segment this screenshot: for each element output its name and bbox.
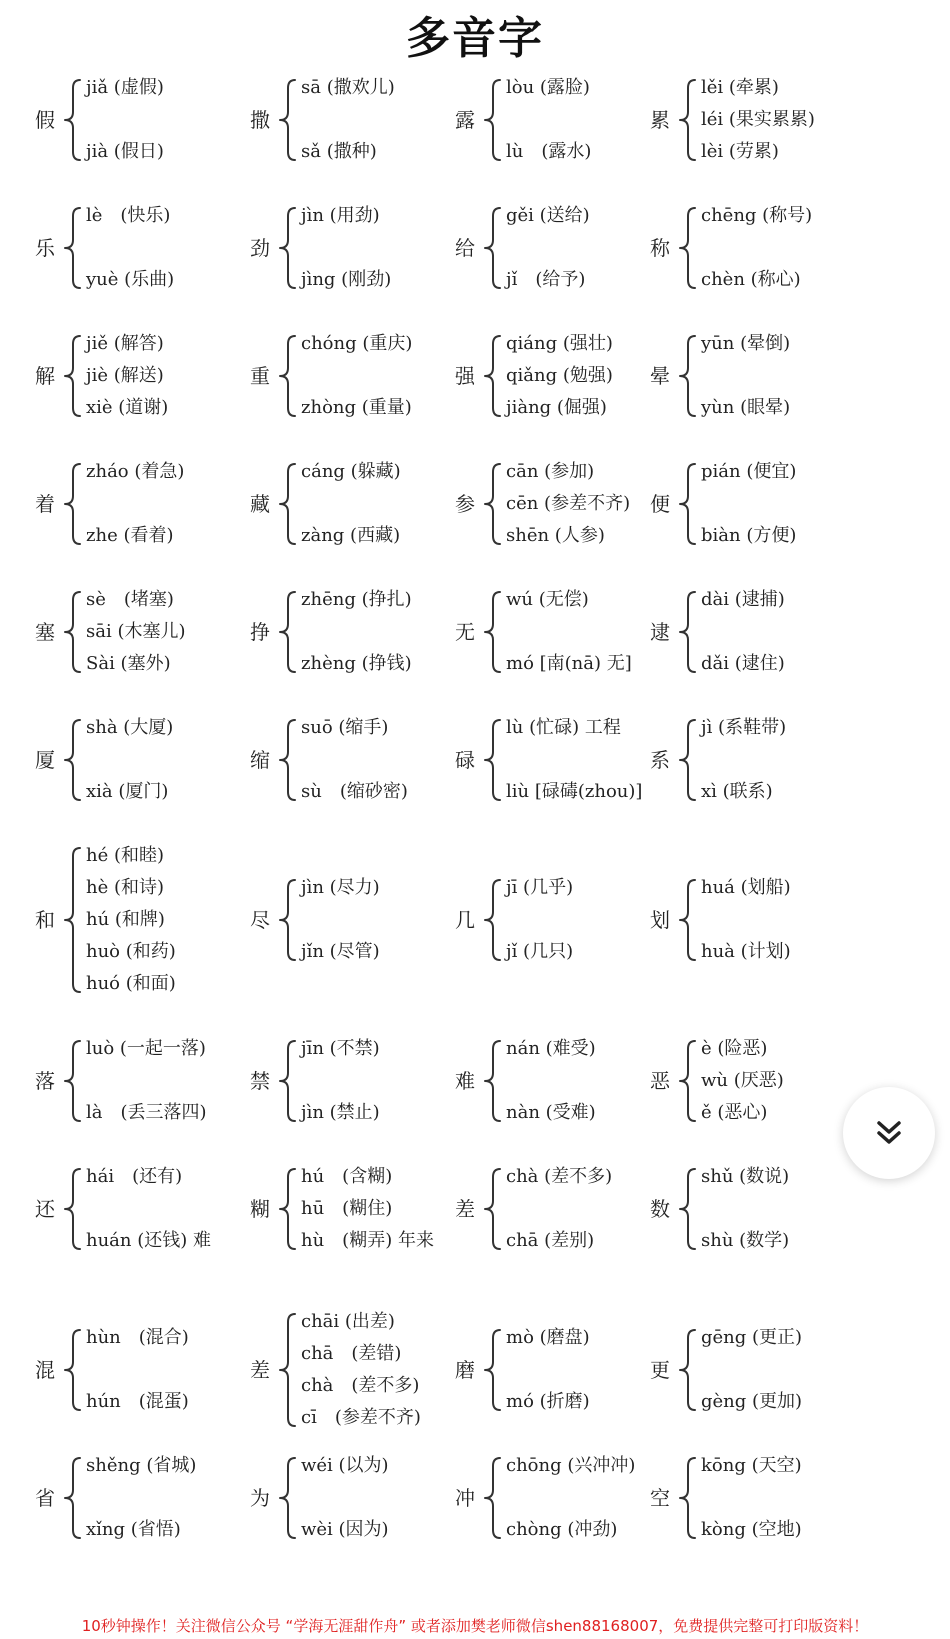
pinyin-reading: chòng (冲劲)	[506, 1519, 618, 1540]
polyphone-entry	[450, 202, 655, 294]
pinyin-reading: luò (一起一落)	[86, 1038, 206, 1059]
pinyin-reading: mó (折磨)	[506, 1391, 590, 1412]
brace-icon	[482, 458, 504, 550]
polyphone-entry	[245, 1308, 450, 1432]
polyphone-entry	[450, 1163, 655, 1255]
brace-icon	[277, 202, 299, 294]
polyphone-character: 落	[35, 1069, 55, 1093]
pinyin-reading: jī (几乎)	[506, 877, 574, 898]
brace-icon	[482, 74, 504, 166]
pinyin-reading: hú (含糊)	[301, 1166, 393, 1187]
polyphone-entry	[645, 458, 835, 550]
pinyin-reading: lù (忙碌) 工程	[506, 717, 621, 738]
brace-icon	[277, 74, 299, 166]
polyphone-entry	[30, 842, 235, 998]
pinyin-reading: jiàng (倔强)	[506, 397, 607, 418]
brace-icon	[277, 330, 299, 422]
brace-icon	[482, 714, 504, 806]
polyphone-entry	[450, 1452, 655, 1544]
polyphone-character: 便	[650, 492, 670, 516]
pinyin-reading: zháo (着急)	[86, 461, 185, 482]
pinyin-reading: zàng (西藏)	[301, 525, 401, 546]
pinyin-reading: lòu (露脸)	[506, 77, 590, 98]
brace-icon	[62, 586, 84, 678]
pinyin-reading: nàn (受难)	[506, 1102, 596, 1123]
polyphone-character: 着	[35, 492, 55, 516]
pinyin-reading: gèng (更加)	[701, 1391, 803, 1412]
pinyin-reading: hū (糊住)	[301, 1198, 393, 1219]
polyphone-entry	[30, 330, 235, 422]
pinyin-reading: mò (磨盘)	[506, 1327, 590, 1348]
polyphone-character: 塞	[35, 620, 55, 644]
polyphone-character: 给	[455, 236, 475, 260]
polyphone-character: 几	[455, 908, 475, 932]
pinyin-reading: wéi (以为)	[301, 1455, 389, 1476]
pinyin-reading: dài (逮捕)	[701, 589, 785, 610]
pinyin-reading: mó [南(nā) 无]	[506, 653, 632, 674]
polyphone-entry	[30, 74, 235, 166]
polyphone-entry	[450, 330, 655, 422]
pinyin-reading: zhèng (挣钱)	[301, 653, 412, 674]
polyphone-entry	[645, 74, 835, 166]
polyphone-character: 露	[455, 108, 475, 132]
pinyin-reading: yùn (眼晕)	[701, 397, 791, 418]
polyphone-entry	[450, 586, 655, 678]
pinyin-reading: hái (还有)	[86, 1166, 183, 1187]
brace-icon	[62, 714, 84, 806]
brace-icon	[62, 1035, 84, 1127]
pinyin-reading: wù (厌恶)	[701, 1070, 784, 1091]
polyphone-character: 省	[35, 1486, 55, 1510]
polyphone-entry	[30, 1452, 235, 1544]
pinyin-reading: jìn (用劲)	[301, 205, 380, 226]
pinyin-reading: cēn (参差不齐)	[506, 493, 631, 514]
pinyin-reading: liù [碌碡(zhou)]	[506, 781, 643, 802]
pinyin-reading: xiè (道谢)	[86, 397, 169, 418]
polyphone-entry	[645, 1035, 835, 1127]
pinyin-reading: chā (差错)	[301, 1343, 402, 1364]
polyphone-entry	[30, 1324, 235, 1416]
polyphone-entry	[245, 1035, 450, 1127]
pinyin-reading: zhòng (重量)	[301, 397, 412, 418]
brace-icon	[677, 1324, 699, 1416]
polyphone-entry	[450, 74, 655, 166]
brace-icon	[62, 1324, 84, 1416]
pinyin-reading: chà (差不多)	[506, 1166, 613, 1187]
polyphone-entry	[30, 1035, 235, 1127]
brace-icon	[277, 1308, 299, 1432]
pinyin-reading: wú (无偿)	[506, 589, 589, 610]
polyphone-entry	[645, 586, 835, 678]
polyphone-character: 数	[650, 1197, 670, 1221]
pinyin-reading: sè (堵塞)	[86, 589, 174, 610]
polyphone-character: 和	[35, 908, 55, 932]
pinyin-reading: jì (系鞋带)	[701, 717, 787, 738]
polyphone-entry	[450, 714, 655, 806]
polyphone-entry	[645, 1163, 835, 1255]
polyphone-entry	[245, 714, 450, 806]
scroll-down-button[interactable]	[843, 1087, 935, 1179]
brace-icon	[482, 586, 504, 678]
polyphone-character: 尽	[250, 908, 270, 932]
polyphone-character: 累	[650, 108, 670, 132]
polyphone-character: 挣	[250, 620, 270, 644]
polyphone-character: 缩	[250, 748, 270, 772]
polyphone-entry	[645, 1452, 835, 1544]
polyphone-entry	[245, 74, 450, 166]
polyphone-character: 为	[250, 1486, 270, 1510]
polyphone-character: 恶	[650, 1069, 670, 1093]
polyphone-entry	[30, 1163, 235, 1255]
pinyin-reading: shěng (省城)	[86, 1455, 197, 1476]
polyphone-entry	[645, 714, 835, 806]
brace-icon	[677, 1035, 699, 1127]
polyphone-character: 混	[35, 1358, 55, 1382]
brace-icon	[62, 202, 84, 294]
pinyin-reading: xǐng (省悟)	[86, 1519, 181, 1540]
polyphone-character: 乐	[35, 236, 55, 260]
brace-icon	[62, 1452, 84, 1544]
brace-icon	[277, 586, 299, 678]
pinyin-reading: huò (和药)	[86, 941, 176, 962]
pinyin-reading: jǐ (给予)	[506, 269, 586, 290]
polyphone-character: 强	[455, 364, 475, 388]
pinyin-reading: huà (计划)	[701, 941, 791, 962]
pinyin-reading: dǎi (逮住)	[701, 653, 785, 674]
pinyin-reading: shǔ (数说)	[701, 1166, 790, 1187]
pinyin-reading: chà (差不多)	[301, 1375, 420, 1396]
pinyin-reading: cī (参差不齐)	[301, 1407, 421, 1428]
brace-icon	[62, 330, 84, 422]
polyphone-character: 重	[250, 364, 270, 388]
brace-icon	[62, 842, 84, 998]
polyphone-entry	[245, 586, 450, 678]
brace-icon	[277, 458, 299, 550]
polyphone-entry	[245, 874, 450, 966]
polyphone-character: 难	[455, 1069, 475, 1093]
polyphone-character: 撒	[250, 108, 270, 132]
polyphone-entry	[30, 714, 235, 806]
polyphone-entry	[245, 458, 450, 550]
pinyin-reading: huó (和面)	[86, 973, 176, 994]
pinyin-reading: sāi (木塞儿)	[86, 621, 186, 642]
polyphone-character: 糊	[250, 1197, 270, 1221]
brace-icon	[482, 874, 504, 966]
brace-icon	[677, 74, 699, 166]
brace-icon	[677, 714, 699, 806]
brace-icon	[677, 202, 699, 294]
pinyin-reading: kòng (空地)	[701, 1519, 802, 1540]
page-title: 多音字	[406, 13, 544, 64]
polyphone-entry	[245, 330, 450, 422]
polyphone-character: 磨	[455, 1358, 475, 1382]
pinyin-reading: jīn (不禁)	[301, 1038, 380, 1059]
pinyin-reading: léi (果实累累)	[701, 109, 815, 130]
pinyin-reading: chōng (兴冲冲)	[506, 1455, 636, 1476]
brace-icon	[482, 1452, 504, 1544]
polyphone-entry	[245, 1163, 450, 1255]
polyphone-entry	[30, 458, 235, 550]
polyphone-entry	[450, 458, 655, 550]
brace-icon	[277, 1035, 299, 1127]
pinyin-reading: jiě (解答)	[86, 333, 164, 354]
pinyin-reading: chóng (重庆)	[301, 333, 413, 354]
pinyin-reading: shà (大厦)	[86, 717, 174, 738]
polyphone-character: 晕	[650, 364, 670, 388]
pinyin-reading: hè (和诗)	[86, 877, 165, 898]
pinyin-reading: huá (划船)	[701, 877, 791, 898]
polyphone-character: 称	[650, 236, 670, 260]
pinyin-reading: jìn (尽力)	[301, 877, 380, 898]
chevrons-down-icon	[872, 1116, 906, 1150]
polyphone-character: 碌	[455, 748, 475, 772]
polyphone-character: 禁	[250, 1069, 270, 1093]
brace-icon	[677, 1163, 699, 1255]
polyphone-character: 藏	[250, 492, 270, 516]
pinyin-reading: lè (快乐)	[86, 205, 171, 226]
pinyin-reading: sā (撒欢儿)	[301, 77, 395, 98]
polyphone-character: 划	[650, 908, 670, 932]
pinyin-reading: qiǎng (勉强)	[506, 365, 613, 386]
brace-icon	[482, 1163, 504, 1255]
brace-icon	[677, 330, 699, 422]
polyphone-character: 厦	[35, 748, 55, 772]
brace-icon	[277, 1452, 299, 1544]
brace-icon	[482, 1035, 504, 1127]
polyphone-entry	[450, 874, 655, 966]
pinyin-reading: yuè (乐曲)	[86, 269, 175, 290]
polyphone-character: 冲	[455, 1486, 475, 1510]
pinyin-reading: chā (差别)	[506, 1230, 595, 1251]
pinyin-reading: kōng (天空)	[701, 1455, 802, 1476]
polyphone-character: 更	[650, 1358, 670, 1382]
pinyin-reading: biàn (方便)	[701, 525, 797, 546]
pinyin-reading: hé (和睦)	[86, 845, 165, 866]
polyphone-entry	[30, 586, 235, 678]
pinyin-reading: ě (恶心)	[701, 1102, 768, 1123]
brace-icon	[482, 330, 504, 422]
polyphone-character: 劲	[250, 236, 270, 260]
pinyin-reading: jiǎ (虚假)	[86, 77, 164, 98]
footer-notice: 10秒钟操作！关注微信公众号 “学海无涯甜作舟” 或者添加樊老师微信shen88168007，免费提供完整可打印版资料！	[81, 1617, 869, 1635]
pinyin-reading: xì (联系)	[701, 781, 773, 802]
brace-icon	[677, 1452, 699, 1544]
pinyin-reading: lèi (劳累)	[701, 141, 779, 162]
polyphone-entry	[450, 1035, 655, 1127]
polyphone-entry	[645, 1324, 835, 1416]
brace-icon	[62, 74, 84, 166]
brace-icon	[677, 458, 699, 550]
pinyin-reading: yūn (晕倒)	[701, 333, 791, 354]
pinyin-reading: hún (混蛋)	[86, 1391, 189, 1412]
brace-icon	[277, 714, 299, 806]
pinyin-reading: jiè (解送)	[86, 365, 164, 386]
pinyin-reading: shēn (人参)	[506, 525, 605, 546]
pinyin-reading: huán (还钱) 难	[86, 1230, 211, 1251]
polyphone-entry	[245, 1452, 450, 1544]
brace-icon	[62, 1163, 84, 1255]
brace-icon	[482, 202, 504, 294]
pinyin-reading: cān (参加)	[506, 461, 595, 482]
pinyin-reading: lù (露水)	[506, 141, 592, 162]
polyphone-character: 解	[35, 364, 55, 388]
pinyin-reading: hú (和牌)	[86, 909, 165, 930]
pinyin-reading: wèi (因为)	[301, 1519, 389, 1540]
polyphone-character: 差	[455, 1197, 475, 1221]
pinyin-reading: qiáng (强壮)	[506, 333, 613, 354]
brace-icon	[277, 1163, 299, 1255]
pinyin-reading: sǎ (撒种)	[301, 141, 377, 162]
polyphone-entry	[645, 202, 835, 294]
polyphone-entry	[30, 202, 235, 294]
pinyin-reading: è (险恶)	[701, 1038, 768, 1059]
polyphone-character: 空	[650, 1486, 670, 1510]
polyphone-entry	[245, 202, 450, 294]
pinyin-reading: xià (厦门)	[86, 781, 169, 802]
pinyin-reading: cáng (躲藏)	[301, 461, 401, 482]
brace-icon	[62, 458, 84, 550]
pinyin-reading: chēng (称号)	[701, 205, 813, 226]
pinyin-reading: chèn (称心)	[701, 269, 801, 290]
polyphone-character: 还	[35, 1197, 55, 1221]
pinyin-reading: shù (数学)	[701, 1230, 790, 1251]
polyphone-character: 逮	[650, 620, 670, 644]
brace-icon	[482, 1324, 504, 1416]
polyphone-character: 假	[35, 108, 55, 132]
polyphone-character: 系	[650, 748, 670, 772]
pinyin-reading: gēng (更正)	[701, 1327, 803, 1348]
pinyin-reading: pián (便宜)	[701, 461, 797, 482]
pinyin-reading: jìng (刚劲)	[301, 269, 392, 290]
polyphone-character: 差	[250, 1358, 270, 1382]
pinyin-reading: jǐn (尽管)	[301, 941, 380, 962]
pinyin-reading: lěi (牵累)	[701, 77, 779, 98]
pinyin-reading: Sài (塞外)	[86, 653, 171, 674]
pinyin-reading: jià (假日)	[86, 141, 164, 162]
pinyin-reading: là (丢三落四)	[86, 1102, 207, 1123]
pinyin-reading: gěi (送给)	[506, 205, 590, 226]
polyphone-entry	[645, 330, 835, 422]
pinyin-reading: jǐ (几只)	[506, 941, 574, 962]
pinyin-reading: zhēng (挣扎)	[301, 589, 412, 610]
polyphone-character: 无	[455, 620, 475, 644]
pinyin-reading: nán (难受)	[506, 1038, 596, 1059]
pinyin-reading: hùn (混合)	[86, 1327, 189, 1348]
pinyin-reading: chāi (出差)	[301, 1311, 395, 1332]
pinyin-reading: jìn (禁止)	[301, 1102, 380, 1123]
polyphone-entry	[645, 874, 835, 966]
brace-icon	[677, 586, 699, 678]
pinyin-reading: hù (糊弄) 年来	[301, 1230, 434, 1251]
polyphone-character: 参	[455, 492, 475, 516]
pinyin-reading: zhe (看着)	[86, 525, 174, 546]
brace-icon	[277, 874, 299, 966]
pinyin-reading: suō (缩手)	[301, 717, 389, 738]
polyphone-entry	[450, 1324, 655, 1416]
brace-icon	[677, 874, 699, 966]
pinyin-reading: sù (缩砂密)	[301, 781, 408, 802]
